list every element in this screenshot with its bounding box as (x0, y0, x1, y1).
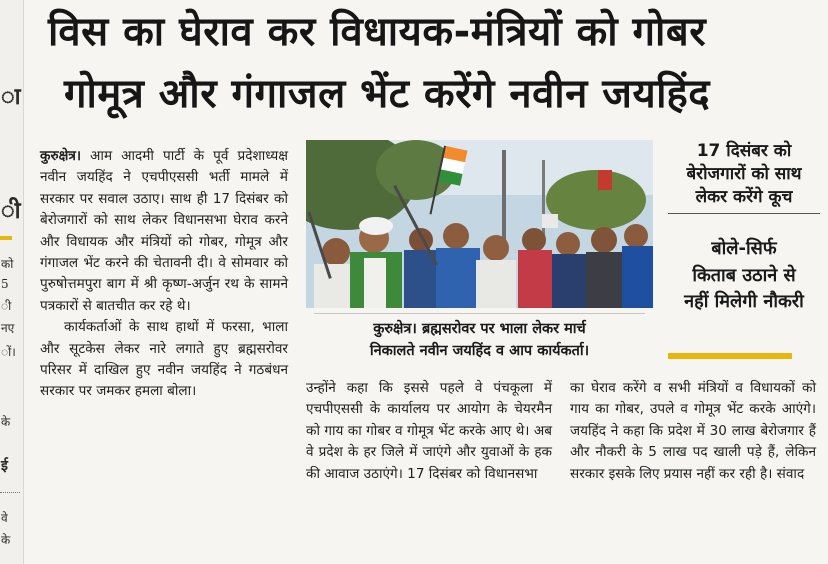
edge-fragment: ी (1, 197, 21, 224)
pull-quote-line: नहीं मिलेगी नौकरी (684, 291, 804, 312)
photo-caption (306, 313, 653, 365)
edge-fragment: वे (1, 511, 8, 525)
sidebar-accent-bar (668, 353, 792, 359)
caption-line-2: निकालते नवीन जयहिंद व आप कार्यकर्ता। (369, 343, 590, 359)
edge-fragment: को (1, 257, 14, 271)
pull-quote-2 (660, 236, 828, 316)
caption-line-1: कुरुक्षेत्र। ब्रह्मसरोवर पर भाला लेकर मार्च (373, 321, 586, 337)
article-paragraph: कार्यकर्ताओं के साथ हाथों में फरसा, भाला और सूटकेस लेकर नारे लगाते हुए ब्रह्मसरोवर परिसर में दाखिल हुए नवीन जयहिंद ने गठबंधन सरकार पर जमकर हमला बोला। (40, 319, 288, 400)
edge-dotted-rule (0, 492, 20, 493)
edge-fragment: ा (1, 83, 21, 110)
caption-rule (314, 313, 645, 314)
edge-fragment: नए (1, 321, 15, 335)
edge-fragment: 5 (1, 277, 9, 291)
article-paragraph (40, 146, 288, 317)
edge-fragment: ई (1, 458, 8, 474)
edge-fragment: ों। (1, 345, 16, 359)
adjacent-article-strip (0, 0, 24, 564)
edge-fragment: ी (1, 299, 12, 313)
edge-accent-bar (0, 236, 12, 240)
headline-line-2: गोमूत्र और गंगाजल भेंट करेंगे नवीन जयहिंद (64, 71, 711, 117)
paragraph-text: आम आदमी पार्टी के पूर्व प्रदेशाध्यक्ष नवीन जयहिंद ने एचपीएससी भर्ती मामले में सरकार पर सवाल उठाए। साथ ही 17 दिसंबर को बेरोजगारों को साथ लेकर विधानसभा घेराव करने और विधायक और मंत्रियों को गोबर, गोमूत्र और गंगाजल भेंट करने की चेतावनी दी। वे सोमवार को पुरुषोत्तमपुरा बाग में श्री कृष्ण-अर्जुन रथ के सामने पत्रकारों से बातचीत कर रहे थे। (40, 148, 288, 314)
edge-fragment: के (1, 533, 11, 547)
sidebar-divider (668, 213, 820, 214)
protest-march-illustration (306, 140, 653, 308)
dateline: कुरुक्षेत्र। (40, 148, 81, 164)
pull-quote-line: किताब उठाने से (692, 264, 796, 286)
pull-quote-line: बोले-सिर्फ (711, 238, 777, 259)
article-column-3: का घेराव करेंगे व सभी मंत्रियों व विधायकों को गाय का गोबर, उपले व गोमूत्र भेंट करके आएंगे। जयहिंद ने कहा कि प्रदेश में 30 लाख बेरोजगार हैं और नौकरी के 5 लाख पद खाली पड़े हैं, लेकिन सरकार इसके लिए प्रयास नहीं कर रही है। संवाद (570, 380, 816, 482)
pull-quote-line: 17 दिसंबर को (696, 141, 792, 161)
article-column-2: उन्होंने कहा कि इससे पहले वे पंचकूला में एचपीएससी के कार्यालय पर आयोग के चेयरमैन को गाय का गोबर व गोमूत्र भेंट करके आए थे। अब वे प्रदेश के हर जिले में जाएंगे और युवाओं के हक की आवाज उठाएंगे। 17 दिसंबर को विधानसभा (306, 380, 552, 482)
pull-quote-line: लेकर करेंगे कूच (695, 187, 793, 207)
news-photo (306, 140, 653, 308)
headline-line-1: विस का घेराव कर विधायक-मंत्रियों को गोबर (48, 9, 707, 55)
edge-fragment: के (1, 415, 11, 429)
pull-quote-1 (660, 140, 828, 209)
pull-quote-line: बेरोजगारों को साथ (686, 164, 802, 184)
article-column-1 (40, 146, 288, 403)
